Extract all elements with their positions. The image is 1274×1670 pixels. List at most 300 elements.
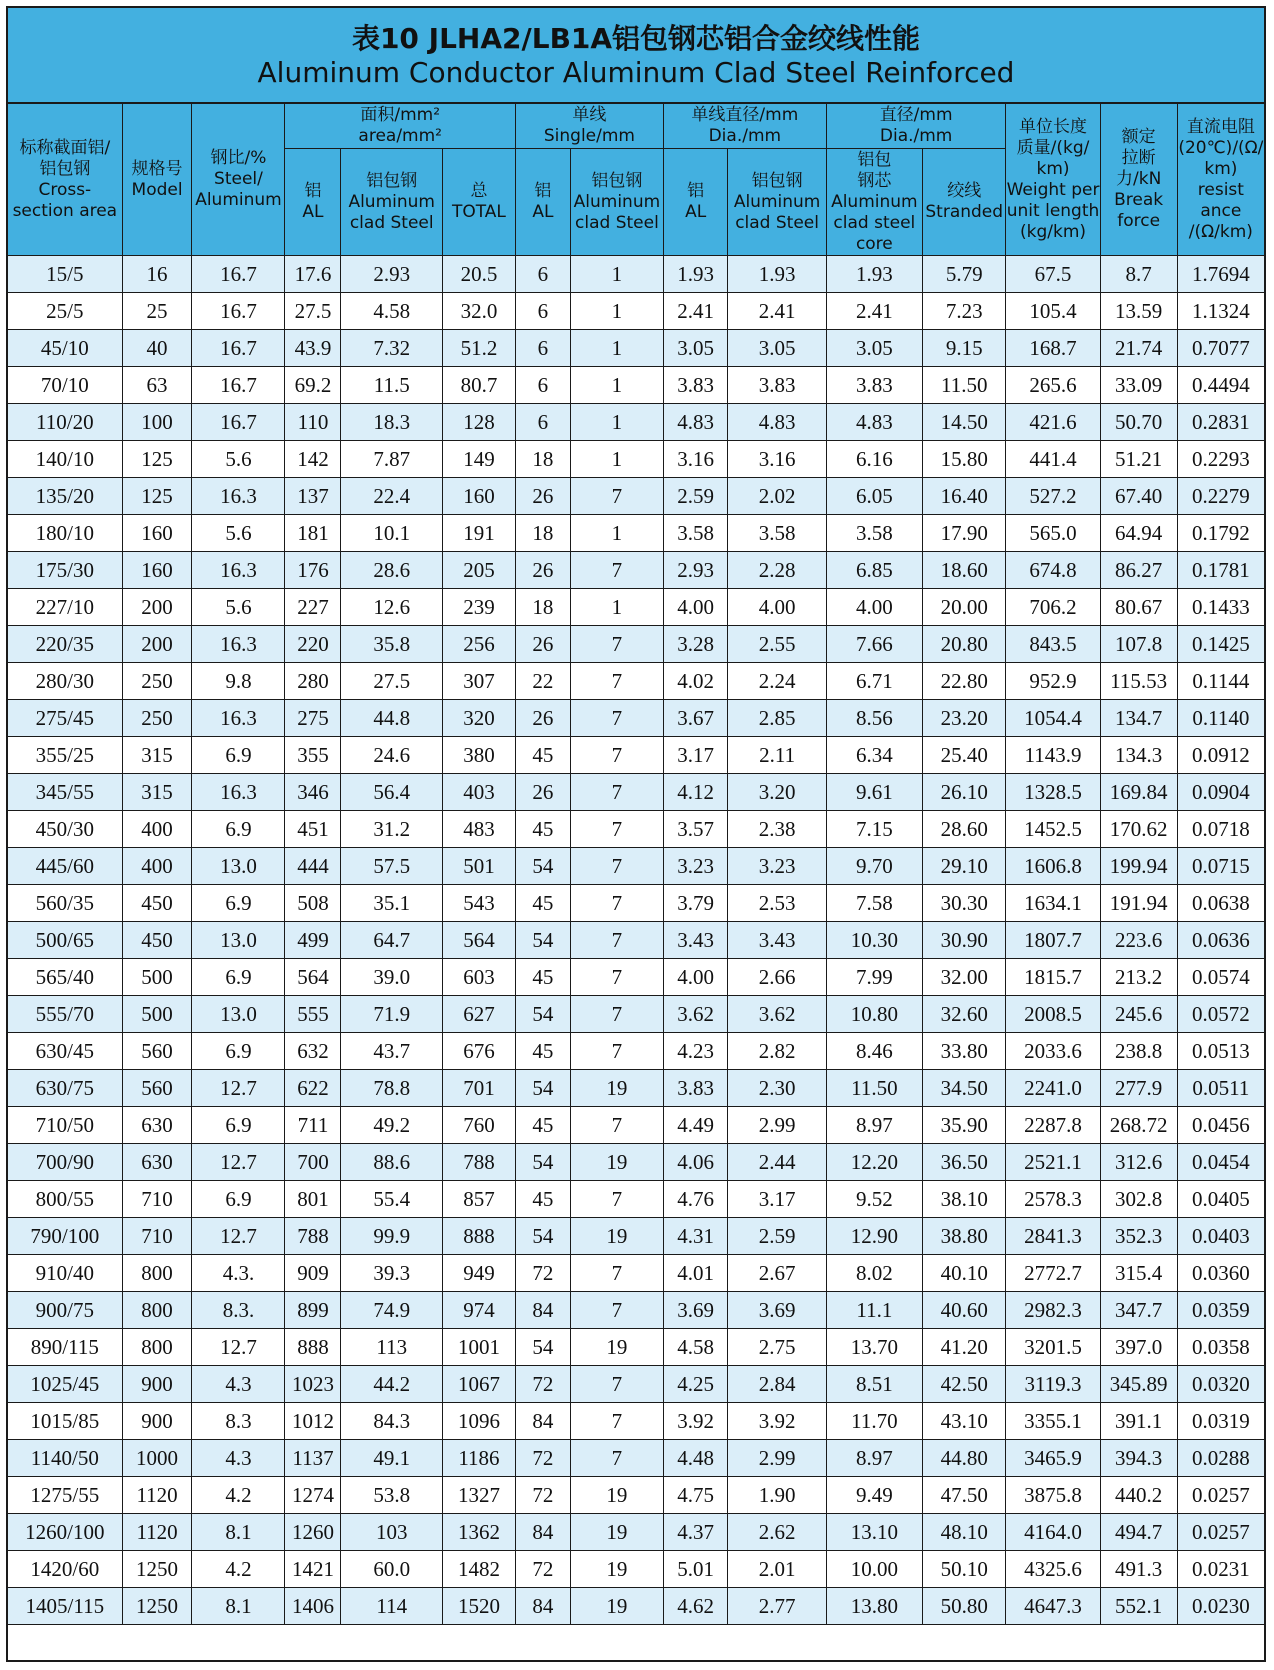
table-cell: 71.9 [341, 996, 442, 1033]
table-row [8, 1292, 1264, 1329]
table-cell: 10.1 [341, 515, 442, 552]
table-cell: 4.2 [192, 1551, 285, 1588]
table-cell: 239 [442, 589, 515, 626]
table-cell: 630/45 [8, 1033, 122, 1070]
table-cell: 12.7 [192, 1144, 285, 1181]
table-cell: 560 [122, 1033, 192, 1070]
table-cell: 0.7077 [1177, 330, 1264, 367]
table-cell: 88.6 [341, 1144, 442, 1181]
header-cross-section: 标称截面铝/ 铝包钢 Cross- section area [8, 104, 122, 256]
table-cell: 100 [122, 404, 192, 441]
table-cell: 16.40 [922, 478, 1006, 515]
table-cell: 4.83 [728, 404, 826, 441]
table-cell: 26 [515, 626, 570, 663]
table-cell: 1482 [442, 1551, 515, 1588]
table-cell: 80.7 [442, 367, 515, 404]
table-cell: 302.8 [1100, 1181, 1177, 1218]
table-cell: 7.99 [826, 959, 922, 996]
table-cell: 160 [442, 478, 515, 515]
table-row [8, 1181, 1264, 1218]
table-cell: 54 [515, 996, 570, 1033]
table-cell: 2.99 [728, 1107, 826, 1144]
table-cell: 1143.9 [1006, 737, 1100, 774]
table-cell: 0.0358 [1177, 1329, 1264, 1366]
header-area-total: 总 TOTAL [442, 149, 515, 256]
table-cell: 4.83 [663, 404, 727, 441]
table-cell: 67.40 [1100, 478, 1177, 515]
table-cell: 40 [122, 330, 192, 367]
table-cell: 630/75 [8, 1070, 122, 1107]
table-row [8, 922, 1264, 959]
table-cell: 403 [442, 774, 515, 811]
table-cell: 7 [570, 626, 663, 663]
table-cell: 17.6 [285, 256, 341, 293]
table-cell: 0.4494 [1177, 367, 1264, 404]
table-cell: 47.50 [922, 1477, 1006, 1514]
table-cell: 160 [122, 552, 192, 589]
table-cell: 4.83 [826, 404, 922, 441]
table-cell: 38.10 [922, 1181, 1006, 1218]
table-cell: 4.49 [663, 1107, 727, 1144]
table-cell: 888 [442, 1218, 515, 1255]
table-cell: 843.5 [1006, 626, 1100, 663]
title-chinese: 表10 JLHA2/LB1A铝包钢芯铝合金绞线性能 [351, 22, 921, 55]
header-single-al: 铝 AL [515, 149, 570, 256]
table-cell: 4.58 [341, 293, 442, 330]
table-cell: 440.2 [1100, 1477, 1177, 1514]
table-cell: 8.46 [826, 1033, 922, 1070]
table-cell: 39.0 [341, 959, 442, 996]
table-cell: 149 [442, 441, 515, 478]
table-cell: 13.80 [826, 1588, 922, 1625]
table-row [8, 737, 1264, 774]
table-cell: 788 [285, 1218, 341, 1255]
table-cell: 701 [442, 1070, 515, 1107]
table-row [8, 1070, 1264, 1107]
table-cell: 9.8 [192, 663, 285, 700]
table-cell: 10.30 [826, 922, 922, 959]
table-cell: 45 [515, 959, 570, 996]
table-cell: 0.0288 [1177, 1440, 1264, 1477]
table-cell: 114 [341, 1588, 442, 1625]
table-cell: 450 [122, 922, 192, 959]
table-cell: 400 [122, 848, 192, 885]
table-cell: 1.1324 [1177, 293, 1264, 330]
table-cell: 307 [442, 663, 515, 700]
table-cell: 28.6 [341, 552, 442, 589]
table-cell: 0.1792 [1177, 515, 1264, 552]
table-cell: 7 [570, 663, 663, 700]
table-cell: 315.4 [1100, 1255, 1177, 1292]
table-cell: 2.30 [728, 1070, 826, 1107]
table-cell: 16 [122, 256, 192, 293]
table-cell: 26.10 [922, 774, 1006, 811]
table-cell: 13.0 [192, 922, 285, 959]
table-cell: 7.66 [826, 626, 922, 663]
table-cell: 19 [570, 1329, 663, 1366]
table-cell: 2.93 [663, 552, 727, 589]
table-cell: 12.7 [192, 1070, 285, 1107]
table-cell: 500/65 [8, 922, 122, 959]
table-cell: 12.20 [826, 1144, 922, 1181]
table-cell: 7 [570, 1440, 663, 1477]
table-cell: 2.59 [728, 1218, 826, 1255]
table-cell: 169.84 [1100, 774, 1177, 811]
table-cell: 4.75 [663, 1477, 727, 1514]
table-row [8, 1218, 1264, 1255]
table-cell: 450 [122, 885, 192, 922]
table-cell: 3.67 [663, 700, 727, 737]
spec-sheet [6, 6, 1266, 1662]
table-cell: 17.90 [922, 515, 1006, 552]
table-cell: 25 [122, 293, 192, 330]
table-cell: 51.2 [442, 330, 515, 367]
table-cell: 49.1 [341, 1440, 442, 1477]
table-cell: 1275/55 [8, 1477, 122, 1514]
table-cell: 41.20 [922, 1329, 1006, 1366]
table-cell: 4.37 [663, 1514, 727, 1551]
table-cell: 1634.1 [1006, 885, 1100, 922]
table-cell: 191 [442, 515, 515, 552]
table-cell: 0.2279 [1177, 478, 1264, 515]
table-cell: 1606.8 [1006, 848, 1100, 885]
table-cell: 200 [122, 626, 192, 663]
table-cell: 4.06 [663, 1144, 727, 1181]
table-title [8, 8, 1264, 104]
table-cell: 6 [515, 256, 570, 293]
table-cell: 205 [442, 552, 515, 589]
table-cell: 67.5 [1006, 256, 1100, 293]
table-cell: 25.40 [922, 737, 1006, 774]
table-cell: 500 [122, 996, 192, 1033]
table-cell: 84 [515, 1588, 570, 1625]
table-cell: 16.7 [192, 293, 285, 330]
table-cell: 256 [442, 626, 515, 663]
table-cell: 54 [515, 922, 570, 959]
table-cell: 1140/50 [8, 1440, 122, 1477]
table-cell: 2.11 [728, 737, 826, 774]
table-cell: 12.6 [341, 589, 442, 626]
table-cell: 555 [285, 996, 341, 1033]
table-cell: 245.6 [1100, 996, 1177, 1033]
table-cell: 1120 [122, 1514, 192, 1551]
table-cell: 199.94 [1100, 848, 1177, 885]
table-cell: 21.74 [1100, 330, 1177, 367]
table-cell: 4.31 [663, 1218, 727, 1255]
table-cell: 346 [285, 774, 341, 811]
table-cell: 0.0257 [1177, 1477, 1264, 1514]
table-cell: 20.5 [442, 256, 515, 293]
table-cell: 494.7 [1100, 1514, 1177, 1551]
table-cell: 4.3 [192, 1440, 285, 1477]
header-break-force: 额定 拉断 力/kN Break force [1100, 104, 1177, 256]
table-cell: 2.75 [728, 1329, 826, 1366]
table-cell: 9.15 [922, 330, 1006, 367]
table-cell: 18 [515, 589, 570, 626]
table-cell: 1.93 [728, 256, 826, 293]
table-cell: 2.77 [728, 1588, 826, 1625]
table-cell: 7 [570, 922, 663, 959]
table-cell: 8.51 [826, 1366, 922, 1403]
table-cell: 2.85 [728, 700, 826, 737]
table-cell: 1520 [442, 1588, 515, 1625]
table-cell: 137 [285, 478, 341, 515]
table-cell: 801 [285, 1181, 341, 1218]
table-cell: 900 [122, 1366, 192, 1403]
table-cell: 72 [515, 1366, 570, 1403]
table-cell: 23.20 [922, 700, 1006, 737]
table-cell: 2.66 [728, 959, 826, 996]
table-row [8, 811, 1264, 848]
table-cell: 19 [570, 1218, 663, 1255]
table-cell: 627 [442, 996, 515, 1033]
table-cell: 345.89 [1100, 1366, 1177, 1403]
table-cell: 3355.1 [1006, 1403, 1100, 1440]
table-cell: 11.5 [341, 367, 442, 404]
table-cell: 15.80 [922, 441, 1006, 478]
table-cell: 12.90 [826, 1218, 922, 1255]
table-row [8, 1329, 1264, 1366]
table-cell: 3.58 [826, 515, 922, 552]
table-cell: 19 [570, 1514, 663, 1551]
table-cell: 3.05 [728, 330, 826, 367]
table-cell: 0.0257 [1177, 1514, 1264, 1551]
table-cell: 19 [570, 1144, 663, 1181]
table-cell: 2.01 [728, 1551, 826, 1588]
table-cell: 3.69 [728, 1292, 826, 1329]
table-row [8, 330, 1264, 367]
table-cell: 900/75 [8, 1292, 122, 1329]
table-cell: 2.53 [728, 885, 826, 922]
table-cell: 501 [442, 848, 515, 885]
table-cell: 6.9 [192, 737, 285, 774]
table-cell: 0.1144 [1177, 663, 1264, 700]
table-cell: 27.5 [285, 293, 341, 330]
table-cell: 9.61 [826, 774, 922, 811]
table-cell: 3465.9 [1006, 1440, 1100, 1477]
table-cell: 499 [285, 922, 341, 959]
table-cell: 72 [515, 1440, 570, 1477]
table-cell: 45 [515, 885, 570, 922]
table-cell: 0.0359 [1177, 1292, 1264, 1329]
table-cell: 1067 [442, 1366, 515, 1403]
table-cell: 134.7 [1100, 700, 1177, 737]
table-cell: 7 [570, 811, 663, 848]
table-cell: 220 [285, 626, 341, 663]
table-cell: 18 [515, 515, 570, 552]
table-cell: 6 [515, 330, 570, 367]
table-cell: 64.7 [341, 922, 442, 959]
table-row [8, 515, 1264, 552]
table-row [8, 959, 1264, 996]
table-cell: 20.80 [922, 626, 1006, 663]
table-cell: 13.0 [192, 848, 285, 885]
table-cell: 0.1140 [1177, 700, 1264, 737]
table-cell: 6.9 [192, 811, 285, 848]
table-cell: 8.97 [826, 1107, 922, 1144]
table-cell: 7 [570, 1403, 663, 1440]
table-cell: 142 [285, 441, 341, 478]
table-cell: 33.09 [1100, 367, 1177, 404]
table-cell: 1015/85 [8, 1403, 122, 1440]
performance-table [8, 104, 1264, 1625]
table-cell: 788 [442, 1144, 515, 1181]
table-cell: 3.83 [728, 367, 826, 404]
table-cell: 7 [570, 1292, 663, 1329]
table-cell: 552.1 [1100, 1588, 1177, 1625]
table-cell: 2.24 [728, 663, 826, 700]
table-cell: 7 [570, 700, 663, 737]
table-cell: 2841.3 [1006, 1218, 1100, 1255]
table-cell: 622 [285, 1070, 341, 1107]
header-dia-core: 铝包 钢芯 Aluminum clad steel core [826, 149, 922, 256]
table-cell: 450/30 [8, 811, 122, 848]
table-cell: 105.4 [1006, 293, 1100, 330]
table-row [8, 256, 1264, 293]
table-cell: 4.01 [663, 1255, 727, 1292]
table-cell: 1 [570, 515, 663, 552]
table-cell: 1.7694 [1177, 256, 1264, 293]
table-cell: 200 [122, 589, 192, 626]
table-cell: 2.28 [728, 552, 826, 589]
table-cell: 69.2 [285, 367, 341, 404]
table-cell: 4.00 [826, 589, 922, 626]
table-cell: 3.23 [728, 848, 826, 885]
table-cell: 2.62 [728, 1514, 826, 1551]
table-cell: 227 [285, 589, 341, 626]
table-cell: 3.62 [663, 996, 727, 1033]
table-row [8, 404, 1264, 441]
table-cell: 3119.3 [1006, 1366, 1100, 1403]
table-cell: 3.58 [663, 515, 727, 552]
table-cell: 2578.3 [1006, 1181, 1100, 1218]
table-cell: 223.6 [1100, 922, 1177, 959]
table-cell: 3.16 [663, 441, 727, 478]
table-row [8, 1144, 1264, 1181]
table-cell: 0.0319 [1177, 1403, 1264, 1440]
table-cell: 491.3 [1100, 1551, 1177, 1588]
table-cell: 34.50 [922, 1070, 1006, 1107]
table-cell: 1023 [285, 1366, 341, 1403]
table-row [8, 478, 1264, 515]
table-cell: 13.70 [826, 1329, 922, 1366]
table-cell: 2.02 [728, 478, 826, 515]
table-cell: 2.41 [663, 293, 727, 330]
table-cell: 72 [515, 1255, 570, 1292]
table-cell: 29.10 [922, 848, 1006, 885]
table-cell: 0.0454 [1177, 1144, 1264, 1181]
table-cell: 800 [122, 1329, 192, 1366]
table-cell: 0.0231 [1177, 1551, 1264, 1588]
table-cell: 2521.1 [1006, 1144, 1100, 1181]
table-cell: 3.16 [728, 441, 826, 478]
table-cell: 603 [442, 959, 515, 996]
table-cell: 35.1 [341, 885, 442, 922]
table-cell: 1096 [442, 1403, 515, 1440]
table-cell: 0.0572 [1177, 996, 1264, 1033]
table-cell: 11.50 [826, 1070, 922, 1107]
table-cell: 710/50 [8, 1107, 122, 1144]
table-cell: 4.00 [663, 589, 727, 626]
table-cell: 45 [515, 1033, 570, 1070]
table-cell: 125 [122, 478, 192, 515]
table-cell: 16.3 [192, 626, 285, 663]
table-cell: 0.2831 [1177, 404, 1264, 441]
table-cell: 57.5 [341, 848, 442, 885]
table-cell: 268.72 [1100, 1107, 1177, 1144]
table-cell: 53.8 [341, 1477, 442, 1514]
table-cell: 26 [515, 552, 570, 589]
header-dia-group: 直径/mm Dia./mm [826, 104, 1006, 149]
table-cell: 227/10 [8, 589, 122, 626]
header-single-dia-group: 单线直径/mm Dia./mm [663, 104, 826, 149]
table-cell: 3.83 [663, 367, 727, 404]
table-cell: 564 [285, 959, 341, 996]
table-cell: 22.80 [922, 663, 1006, 700]
table-cell: 397.0 [1100, 1329, 1177, 1366]
table-cell: 16.7 [192, 367, 285, 404]
table-cell: 8.1 [192, 1514, 285, 1551]
table-cell: 45 [515, 737, 570, 774]
table-cell: 36.50 [922, 1144, 1006, 1181]
table-cell: 80.67 [1100, 589, 1177, 626]
header-dia-stranded: 绞线 Stranded [922, 149, 1006, 256]
table-cell: 72 [515, 1477, 570, 1514]
table-cell: 5.6 [192, 515, 285, 552]
table-cell: 3.92 [663, 1403, 727, 1440]
table-cell: 110 [285, 404, 341, 441]
table-cell: 2.59 [663, 478, 727, 515]
table-row [8, 1255, 1264, 1292]
table-cell: 2033.6 [1006, 1033, 1100, 1070]
table-cell: 565/40 [8, 959, 122, 996]
table-cell: 352.3 [1100, 1218, 1177, 1255]
table-cell: 26 [515, 774, 570, 811]
table-cell: 790/100 [8, 1218, 122, 1255]
table-cell: 674.8 [1006, 552, 1100, 589]
table-cell: 7 [570, 1107, 663, 1144]
table-cell: 4.00 [728, 589, 826, 626]
table-cell: 35.8 [341, 626, 442, 663]
table-cell: 113 [341, 1329, 442, 1366]
table-cell: 3.79 [663, 885, 727, 922]
table-cell: 18.60 [922, 552, 1006, 589]
table-cell: 11.70 [826, 1403, 922, 1440]
table-cell: 1 [570, 441, 663, 478]
table-cell: 0.0230 [1177, 1588, 1264, 1625]
table-cell: 13.0 [192, 996, 285, 1033]
table-cell: 8.02 [826, 1255, 922, 1292]
table-cell: 10.00 [826, 1551, 922, 1588]
table-cell: 6.9 [192, 885, 285, 922]
header-area-group: 面积/mm² area/mm² [285, 104, 515, 149]
table-cell: 1 [570, 367, 663, 404]
table-cell: 2008.5 [1006, 996, 1100, 1033]
table-cell: 3.05 [826, 330, 922, 367]
table-cell: 974 [442, 1292, 515, 1329]
table-cell: 45 [515, 1107, 570, 1144]
table-cell: 2.84 [728, 1366, 826, 1403]
table-cell: 16.3 [192, 552, 285, 589]
table-cell: 700 [285, 1144, 341, 1181]
table-cell: 14.50 [922, 404, 1006, 441]
table-cell: 43.7 [341, 1033, 442, 1070]
table-cell: 5.6 [192, 441, 285, 478]
header-unit-weight: 单位长度 质量/(kg/ km) Weight per unit length (kg/km) [1006, 104, 1100, 256]
table-cell: 275/45 [8, 700, 122, 737]
table-cell: 2.38 [728, 811, 826, 848]
table-cell: 441.4 [1006, 441, 1100, 478]
